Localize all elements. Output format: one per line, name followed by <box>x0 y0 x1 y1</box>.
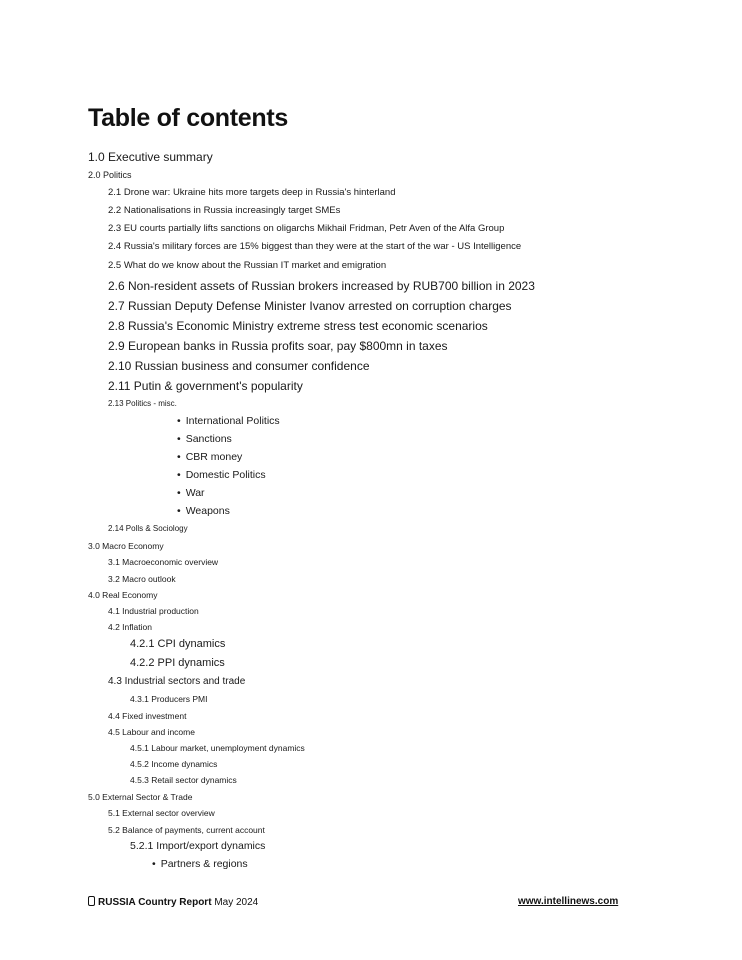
toc-entry-2-5[interactable]: 2.5 What do we know about the Russian IT market and emigration <box>108 260 387 271</box>
toc-entry-2-13[interactable]: 2.13 Politics - misc. <box>108 399 177 408</box>
toc-entry-4-2-1[interactable]: 4.2.1 CPI dynamics <box>130 638 226 650</box>
toc-bullet-sanctions[interactable]: • Sanctions <box>177 433 232 445</box>
footer-date: May 2024 <box>214 897 259 908</box>
brand-icon <box>88 896 95 906</box>
toc-entry-2-2[interactable]: 2.2 Nationalisations in Russia increasingly target SMEs <box>108 205 341 216</box>
toc-entry-4-4[interactable]: 4.4 Fixed investment <box>108 711 187 721</box>
footer-report-name: RUSSIA Country Report <box>98 897 212 908</box>
toc-entry-4-2[interactable]: 4.2 Inflation <box>108 622 152 632</box>
toc-entry-2-0[interactable]: 2.0 Politics <box>88 170 132 180</box>
toc-entry-2-14[interactable]: 2.14 Polls & Sociology <box>108 524 188 533</box>
toc-entry-4-0[interactable]: 4.0 Real Economy <box>88 590 158 600</box>
toc-entry-2-8[interactable]: 2.8 Russia's Economic Ministry extreme stress test economic scenarios <box>108 319 488 333</box>
footer-website-link[interactable]: www.intellinews.com <box>518 896 619 907</box>
toc-entry-2-3[interactable]: 2.3 EU courts partially lifts sanctions on oligarchs Mikhail Fridman, Petr Aven of the Alfa Group <box>108 223 505 234</box>
toc-bullet-cbr-money[interactable]: • CBR money <box>177 451 242 463</box>
toc-entry-2-7[interactable]: 2.7 Russian Deputy Defense Minister Ivanov arrested on corruption charges <box>108 299 512 313</box>
toc-entry-4-3[interactable]: 4.3 Industrial sectors and trade <box>108 676 246 687</box>
toc-bullet-domestic-politics[interactable]: • Domestic Politics <box>177 469 266 481</box>
toc-entry-3-0[interactable]: 3.0 Macro Economy <box>88 541 164 551</box>
toc-entry-5-2-1[interactable]: 5.2.1 Import/export dynamics <box>130 840 266 852</box>
toc-entry-1-0[interactable]: 1.0 Executive summary <box>88 150 213 164</box>
toc-entry-3-2[interactable]: 3.2 Macro outlook <box>108 574 176 584</box>
toc-bullet-war[interactable]: • War <box>177 487 205 499</box>
toc-entry-2-10[interactable]: 2.10 Russian business and consumer confidence <box>108 359 370 373</box>
footer-report-info <box>88 896 258 908</box>
toc-entry-4-3-1[interactable]: 4.3.1 Producers PMI <box>130 694 208 704</box>
toc-entry-5-2[interactable]: 5.2 Balance of payments, current account <box>108 825 265 835</box>
toc-entry-2-6[interactable]: 2.6 Non-resident assets of Russian brokers increased by RUB700 billion in 2023 <box>108 279 535 293</box>
toc-entry-4-5-1[interactable]: 4.5.1 Labour market, unemployment dynamics <box>130 743 305 753</box>
toc-entry-2-9[interactable]: 2.9 European banks in Russia profits soar, pay $800mn in taxes <box>108 339 448 353</box>
toc-entry-2-11[interactable]: 2.11 Putin & government's popularity <box>108 379 303 393</box>
toc-entry-5-0[interactable]: 5.0 External Sector & Trade <box>88 792 193 802</box>
toc-entry-4-1[interactable]: 4.1 Industrial production <box>108 606 199 616</box>
page-title: Table of contents <box>88 104 289 132</box>
toc-entry-4-2-2[interactable]: 4.2.2 PPI dynamics <box>130 657 225 669</box>
toc-entry-3-1[interactable]: 3.1 Macroeconomic overview <box>108 557 219 567</box>
toc-entry-4-5-3[interactable]: 4.5.3 Retail sector dynamics <box>130 775 237 785</box>
toc-entry-5-1[interactable]: 5.1 External sector overview <box>108 808 215 818</box>
toc-entry-4-5-2[interactable]: 4.5.2 Income dynamics <box>130 759 218 769</box>
toc-bullet-international-politics[interactable]: • International Politics <box>177 415 280 427</box>
toc-entry-2-1[interactable]: 2.1 Drone war: Ukraine hits more targets deep in Russia's hinterland <box>108 187 396 198</box>
toc-entry-4-5[interactable]: 4.5 Labour and income <box>108 727 195 737</box>
toc-bullet-weapons[interactable]: • Weapons <box>177 505 230 517</box>
toc-entry-2-4[interactable]: 2.4 Russia's military forces are 15% biggest than they were at the start of the war - US Intelligence <box>108 241 522 252</box>
toc-bullet-partners-regions[interactable]: • Partners & regions <box>152 858 248 870</box>
